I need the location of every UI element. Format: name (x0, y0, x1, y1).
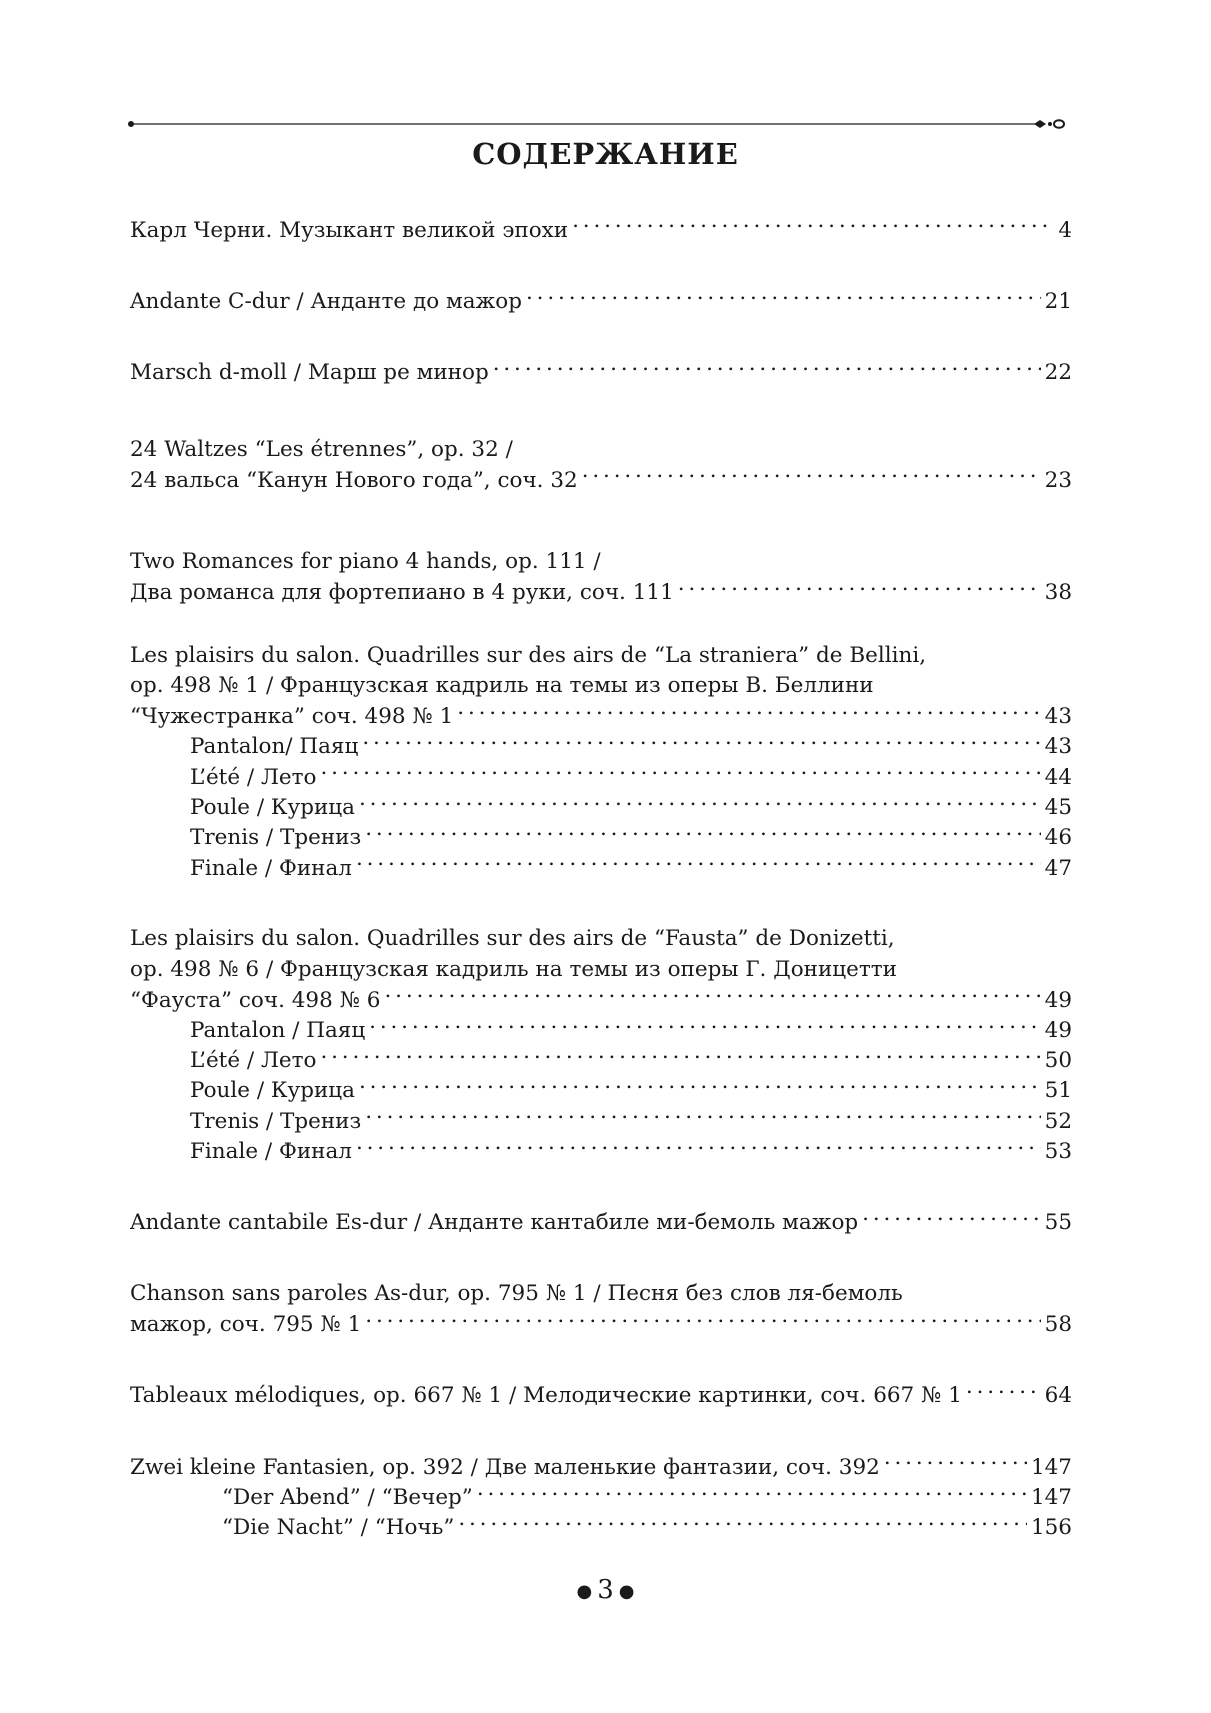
toc-subentry-label: L’été / Лето (190, 1048, 317, 1074)
toc-subentry[interactable] (130, 1513, 1072, 1543)
toc-subentry[interactable] (130, 1137, 1072, 1167)
toc-subentry-page: 47 (1044, 855, 1072, 881)
toc-subentry-page: 50 (1044, 1048, 1072, 1074)
toc-entry-page: 147 (1030, 1454, 1072, 1480)
toc-entry-page: 22 (1044, 360, 1072, 386)
dot-leader (884, 1452, 1027, 1474)
toc-entry-line: op. 498 № 6 / Французская кадриль на темы из оперы Г. Доницетти (130, 956, 897, 982)
toc-subentry-label: Pantalon/ Паяц (190, 734, 359, 760)
toc-subentry-page: 53 (1044, 1139, 1072, 1165)
dot-leader (966, 1381, 1041, 1403)
page-number: 3 (597, 1575, 614, 1605)
toc-entry-line: Les plaisirs du salon. Quadrilles sur des airs de “La straniera” de Bellini, (130, 643, 927, 669)
toc-subentry[interactable] (130, 732, 1072, 762)
toc-subentry[interactable] (130, 1015, 1072, 1045)
toc-subentry-page: 46 (1044, 825, 1072, 851)
toc-entry-page: 23 (1044, 467, 1072, 493)
dot-leader (359, 793, 1041, 815)
toc-subentry[interactable] (130, 1076, 1072, 1106)
toc-subentry-page: 49 (1044, 1017, 1072, 1043)
toc-entry[interactable] (130, 1381, 1072, 1411)
page-footer (0, 1575, 1211, 1605)
toc-entry-page: 49 (1044, 987, 1072, 1013)
toc-entry-label: Andante cantabile Es-dur / Анданте кантабиле ми-бемоль мажор (130, 1210, 859, 1236)
dot-leader (457, 702, 1040, 724)
toc-entry-label: Andante C-dur / Анданте до мажор (130, 288, 523, 314)
toc-subentry-label: “Die Nacht” / “Ночь” (222, 1515, 455, 1541)
toc-entry[interactable] (130, 1452, 1072, 1482)
toc-entry-label: “Фауста” соч. 498 № 6 (130, 987, 381, 1013)
toc-subentry[interactable] (130, 1482, 1072, 1512)
toc-entry-label: Карл Черни. Музыкант великой эпохи (130, 217, 569, 243)
toc-entry[interactable] (130, 465, 1072, 495)
dot-leader (862, 1208, 1040, 1230)
toc-subentry-label: L’été / Лето (190, 764, 317, 790)
toc-entry[interactable] (130, 215, 1072, 245)
toc-entry-page: 43 (1044, 704, 1072, 730)
page-title: СОДЕРЖАНИЕ (472, 137, 739, 171)
toc-entry[interactable] (130, 1208, 1072, 1238)
toc-entry-label: 24 вальса “Канун Нового года”, соч. 32 (130, 467, 578, 493)
toc-entry-label: Zwei kleine Fantasien, op. 392 / Две маленькие фантазии, соч. 392 (130, 1454, 880, 1480)
dot-leader (356, 853, 1041, 875)
toc-subentry-page: 52 (1044, 1108, 1072, 1134)
toc-subentry-label: Poule / Курица (190, 1078, 355, 1104)
toc-entry-label: Tableaux mélodiques, op. 667 № 1 / Мелодические картинки, соч. 667 № 1 (130, 1383, 962, 1409)
toc-entry[interactable] (130, 702, 1072, 732)
dot-leader (678, 578, 1041, 600)
bullet-icon: ● (618, 1580, 635, 1602)
dot-leader (477, 1482, 1027, 1504)
toc-entry-page: 38 (1044, 580, 1072, 606)
toc-entry-page: 55 (1044, 1210, 1072, 1236)
toc-subentry-label: Trenis / Трениз (190, 825, 362, 851)
dot-leader (384, 985, 1040, 1007)
toc-entry[interactable] (130, 1309, 1072, 1339)
dot-leader (365, 1106, 1040, 1128)
toc-subentry-label: Finale / Финал (190, 855, 352, 881)
toc-entry-label: “Чужестранка” соч. 498 № 1 (130, 704, 454, 730)
toc-entry[interactable] (130, 358, 1072, 388)
toc-subentry-label: “Der Abend” / “Вечер” (222, 1484, 473, 1510)
dot-leader (320, 762, 1040, 784)
toc-entry-line: Chanson sans paroles As-dur, op. 795 № 1 / Песня без слов ля-бемоль (130, 1281, 903, 1307)
dot-leader (458, 1513, 1027, 1535)
toc-subentry-label: Finale / Финал (190, 1139, 352, 1165)
toc-subentry-page: 45 (1044, 795, 1072, 821)
toc-entry-page: 64 (1044, 1383, 1072, 1409)
toc-entry-line: Les plaisirs du salon. Quadrilles sur des airs de “Fausta” de Donizetti, (130, 926, 895, 952)
dot-leader (493, 358, 1041, 380)
toc-entry-line: 24 Waltzes “Les étrennes”, op. 32 / (130, 436, 513, 462)
toc-subentry-page: 43 (1044, 734, 1072, 760)
dot-leader (356, 1137, 1041, 1159)
toc-entry[interactable] (130, 578, 1072, 608)
toc-subentry[interactable] (130, 1046, 1072, 1076)
toc-subentry[interactable] (130, 1106, 1072, 1136)
dot-leader (365, 823, 1040, 845)
toc-subentry[interactable] (130, 853, 1072, 883)
toc-entry-page: 58 (1044, 1311, 1072, 1337)
toc-entry-line: Two Romances for piano 4 hands, op. 111 / (130, 549, 601, 575)
toc-subentry[interactable] (130, 762, 1072, 792)
table-of-contents (130, 215, 1072, 1543)
toc-subentry-page: 147 (1030, 1484, 1072, 1510)
toc-entry-label: мажор, соч. 795 № 1 (130, 1311, 362, 1337)
dot-leader (320, 1046, 1040, 1068)
toc-entry[interactable] (130, 985, 1072, 1015)
toc-subentry[interactable] (130, 793, 1072, 823)
dot-leader (582, 465, 1041, 487)
toc-entry-line: op. 498 № 1 / Французская кадриль на темы из оперы В. Беллини (130, 673, 874, 699)
decorative-rule (128, 118, 1068, 130)
toc-entry-label: Marsch d-moll / Марш ре минор (130, 360, 489, 386)
toc-subentry-page: 44 (1044, 764, 1072, 790)
toc-entry-page: 21 (1044, 288, 1072, 314)
dot-leader (369, 1015, 1040, 1037)
dot-leader (362, 732, 1040, 754)
dot-leader (365, 1309, 1040, 1331)
toc-subentry-page: 156 (1030, 1515, 1072, 1541)
toc-entry[interactable] (130, 286, 1072, 316)
toc-subentry[interactable] (130, 823, 1072, 853)
dot-leader (526, 286, 1041, 308)
toc-subentry-label: Trenis / Трениз (190, 1108, 362, 1134)
toc-subentry-label: Poule / Курица (190, 795, 355, 821)
toc-subentry-label: Pantalon / Паяц (190, 1017, 366, 1043)
dot-leader (572, 215, 1054, 237)
toc-subentry-page: 51 (1044, 1078, 1072, 1104)
toc-entry-label: Два романса для фортепиано в 4 руки, соч. 111 (130, 580, 674, 606)
bullet-icon: ● (576, 1580, 593, 1602)
dot-leader (359, 1076, 1041, 1098)
toc-entry-page: 4 (1058, 217, 1072, 243)
